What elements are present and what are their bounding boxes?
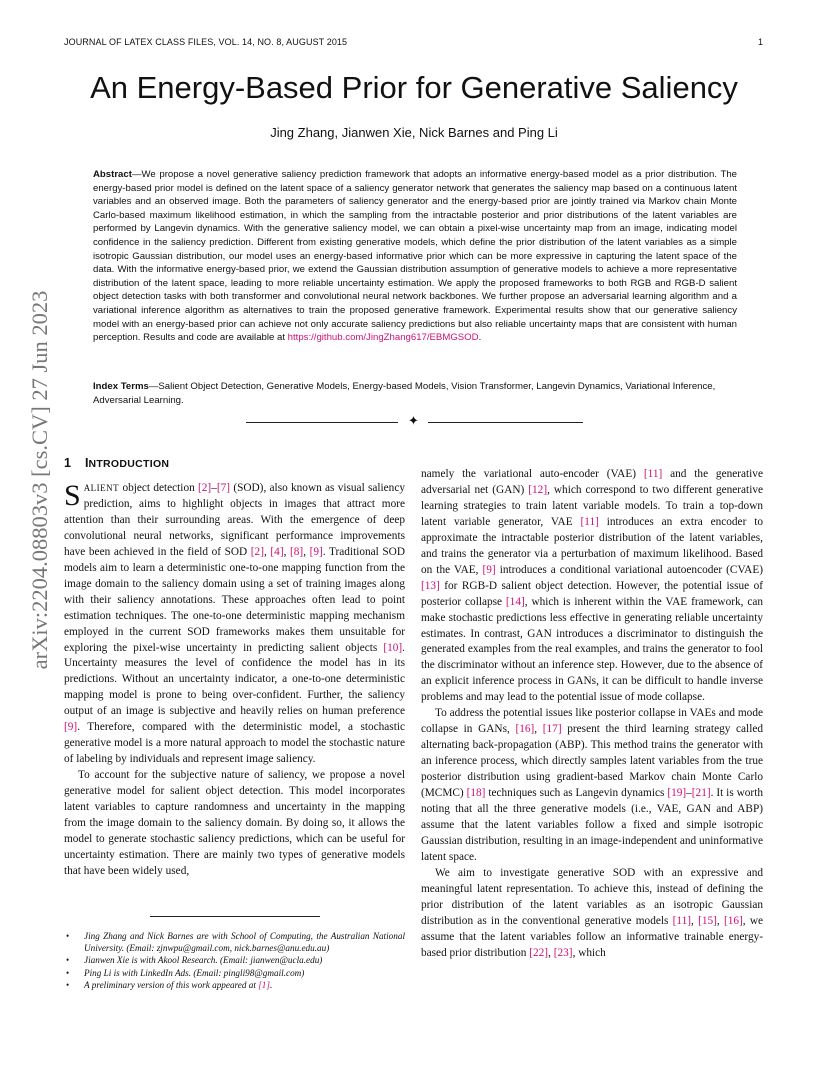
citation-link[interactable]: [11] [580,515,599,528]
index-terms-dash: — [148,381,159,392]
footnote-item [64,930,405,954]
text-run: , we assume that the latent variables follow an informative trainable energy-based prior distribution [421,914,763,959]
index-terms-label: Index Terms [93,381,149,392]
paragraph-vae-gan [421,467,763,706]
citation-link[interactable]: [11] [672,914,692,927]
text-run: techniques such as Langevin dynamics [485,787,668,800]
citation-link[interactable]: [4] [270,545,284,558]
left-column [64,481,405,880]
citation-link[interactable]: [21] [691,787,711,800]
dropcap: S [64,479,81,512]
footnote-text: Jianwen Xie is with Akool Research. (Email: jianwen@ucla.edu) [84,955,323,966]
footnote-text: Ping Li is with LinkedIn Ads. (Email: pingli98@gmail.com) [84,967,305,978]
citation-link[interactable]: [12] [528,483,548,496]
separator-diamond-icon: ✦ [408,414,419,429]
citation-link[interactable]: [2] [198,482,212,494]
bullet-icon: • [66,931,70,941]
citation-link[interactable]: [15] [698,914,717,927]
running-header-text: JOURNAL OF LATEX CLASS FILES, VOL. 14, NO. 8, AUGUST 2015 [64,37,348,47]
text-run: , which [572,946,606,959]
citation-link[interactable]: [16] [515,723,535,736]
section-title-rest: NTRODUCTION [88,458,170,470]
paragraph-intro [64,481,405,768]
citation-link[interactable]: [9] [309,545,323,558]
separator-line-left [246,422,398,423]
code-link[interactable]: https://github.com/JingZhang617/EBMGSOD [287,332,479,344]
footnote-item [64,979,405,991]
footnote-rule [150,916,320,917]
section-first-letter: I [84,456,89,470]
index-terms-text: Salient Object Detection, Generative Models, Energy-based Models, Vision Transformer, Langevin Dynamics, Variational Inference, Adversarial Learning. [93,381,716,406]
footnote-text: Jing Zhang and Nick Barnes are with School of Computing, the Australian National University. (Email: zjnwpu@gmail.com, nick.barnes@anu.edu.au) [84,931,405,954]
paragraph-subjective: To account for the subjective nature of saliency, we propose a novel generative model for salient object detection. This model incorporates latent variables to capture randomness and uncertainty in the mapping from the image domain to the saliency domain. By doing so, it allows the model to generate stochastic saliency predictions, which can be useful for uncertainty estimation. There are mainly two types of generative models that have been widely used, [64,769,405,877]
citation-link[interactable]: [1] [258,979,270,990]
citation-link[interactable]: [16] [723,914,743,927]
footnote-item [64,954,405,966]
text-run: . Traditional SOD models aim to learn a deterministic one-to-one mapping function from the image domain to the saliency domain using a set of training images along with their saliency annotations. These approaches often lead to point estimation techniques. The one-to-one deterministic mapping mechanism employed in the current SOD frameworks makes them unsuitable for exploring the pixel-wise uncertainty in predicting salient objects [64,545,406,654]
bullet-icon: • [66,955,70,966]
section-number: 1 [64,456,71,470]
citation-link[interactable]: [9] [482,563,496,576]
bullet-icon: • [66,967,70,978]
text-run: , which is inherent within the VAE framework, can make stochastic predictions less effective in generating reliable uncertainty estimates. In contrast, GAN introduces a discriminator to distinguish the generated examples from the real examples, and trains the generator to fool the discriminator without an inference step. However, due to the absence of an explicit inference process in GANs, it can be difficult to handle inverse problems and may lead to the potential issue of mode collapse. [421,595,763,704]
page-number: 1 [758,37,764,47]
citation-link[interactable]: [10] [383,641,403,654]
paragraph-ebm [421,866,763,962]
section-heading [64,456,169,470]
text-run: introduces a conditional variational autoencoder (CVAE) [495,563,763,576]
text-run: (SOD), also known as visual saliency prediction, aims to highlight objects in images that attract more attention than their surrounding areas. With the emergence of deep convolutional neural networks, significant performance improvements have been achieved in the field of SOD [64,482,405,558]
citation-link[interactable]: [19] [667,787,687,800]
footnote-item [64,967,405,979]
text-run: . Uncertainty measures the level of confidence the model has in its predictions. Without an uncertainty indicator, a one-to-one deterministic mapping model is prone to being over-confident. Further, the saliency output of an image is subjective and heavily relies on human preference [64,641,405,718]
citation-link[interactable]: [11] [643,468,663,480]
text-run: for RGB-D salient object detection. However, the potential issue of posterior collapse [421,579,763,608]
citation-link[interactable]: [2] [250,545,264,558]
text-run: and the generative adversarial net (GAN) [421,468,763,496]
footnotes [64,930,405,991]
citation-link[interactable]: [7] [216,482,231,494]
running-header [64,37,347,47]
arxiv-stamp: arXiv:2204.08803v3 [cs.CV] 27 Jun 2023 [27,290,52,670]
citation-link[interactable]: [8] [290,545,304,558]
footnote-end: . [269,979,273,990]
paper-authors: Jing Zhang, Jianwen Xie, Nick Barnes and Ping Li [270,125,558,140]
text-run: object detection [119,482,199,494]
abstract [93,168,737,345]
text-run: introduces an extra encoder to approximate the intractable posterior distribution of the latent variables, and trains the generator via a perturbation of maximum likelihood. Based on the VAE, [421,515,763,576]
text-run: – [686,787,692,800]
text-run: , [263,545,271,558]
separator-line-right [428,422,583,423]
abstract-text: We propose a novel generative saliency prediction framework that adopts an informative energy-based model as a prior distribution. The energy-based prior model is defined on the latent space of a saliency generator network that generates the saliency map based on a continuous latent variables and an observed image. Both the parameters of saliency generator and the energy-based prior are jointly trained via Markov chain Monte Carlo-based maximum likelihood estimation, in which the sampling from the intractable posterior and prior distributions of the latent variables are performed by Langevin dynamics. With the generative saliency model, we can obtain a pixel-wise uncertainty map from an image, indicating model confidence in the saliency prediction. Different from existing generative models, which define the prior distribution of the latent variables as a simple isotropic Gaussian distribution, our model uses an energy-based informative prior which can be more expressive in capturing the latent space of the data. With the informative energy-based prior, we extend the Gaussian distribution assumption of generative models to achieve a more representative distribution of the latent space, leading to more reliable uncertainty estimation. We apply the proposed frameworks to both RGB and RGB-D salient object detection tasks with both transformer and convolutional neural network backbones. We further propose an adversarial learning algorithm and a variational inference algorithm as alternatives to train the proposed generative framework. Experimental results show that our generative saliency model with an energy-based prior can achieve not only accurate saliency predictions but also reliable uncertainty maps that are consistent with human perception. Results and code are available at [93,169,737,344]
text-run: . It is worth noting that all the three generative models (i.e., VAE, GAN and ABP) assume that the latent variables follow a fixed and simple isotropic Gaussian distribution, resulting in an image-independent and uninformative latent space. [421,787,763,863]
index-terms [93,380,737,407]
paragraph-abp [421,706,763,866]
text-run: – [211,482,217,494]
text-run: We aim to investigate generative SOD with an expressive and meaningful latent representation. To achieve this, instead of defining the prior distribution of the latent variables as an isotropic Gaussian distribution as in the conventional generative models [421,866,763,927]
text-run: , [534,723,543,736]
citation-link[interactable]: [13] [421,579,440,592]
citation-link[interactable]: [17] [542,723,562,736]
right-column [421,467,763,962]
abstract-end: . [478,332,482,344]
paper-title: An Energy-Based Prior for Generative Saliency [90,70,738,105]
citation-link[interactable]: [23] [553,946,573,959]
text-run: , [691,914,699,927]
abstract-label: Abstract [93,169,132,180]
text-run: . Therefore, compared with the deterministic model, a stochastic generative model is a more natural approach to model the stochastic nature of labeling by individuals and represent image saliency. [64,721,405,766]
text-run: , [283,545,291,558]
text-run: To address the potential issues like posterior collapse in VAEs and mode collapse in GANs, [421,707,763,736]
text-run: , [716,914,724,927]
bullet-icon: • [66,979,70,990]
citation-link[interactable]: [22] [529,946,549,959]
citation-link[interactable]: [14] [505,595,525,608]
text-run: , [303,545,310,558]
text-run: namely the variational auto-encoder (VAE) [421,468,644,480]
text-run: present the third learning strategy called alternating back-propagation (ABP). This method trains the generator with an inference process, which directly samples latent variables from the true posterior distribution using gradient-based Markov chain Monte Carlo (MCMC) [421,723,763,800]
abstract-dash: — [131,169,142,180]
text-run: , which correspond to two different generative learning strategies to train latent variable models. To train a top-down latent variable generator, VAE [421,483,763,528]
footnote-text: A preliminary version of this work appeared at [84,979,259,990]
dropcap-smallcaps: ALIENT [83,483,120,493]
citation-link[interactable]: [9] [64,721,78,734]
text-run: , [548,946,554,959]
citation-link[interactable]: [18] [466,787,486,800]
